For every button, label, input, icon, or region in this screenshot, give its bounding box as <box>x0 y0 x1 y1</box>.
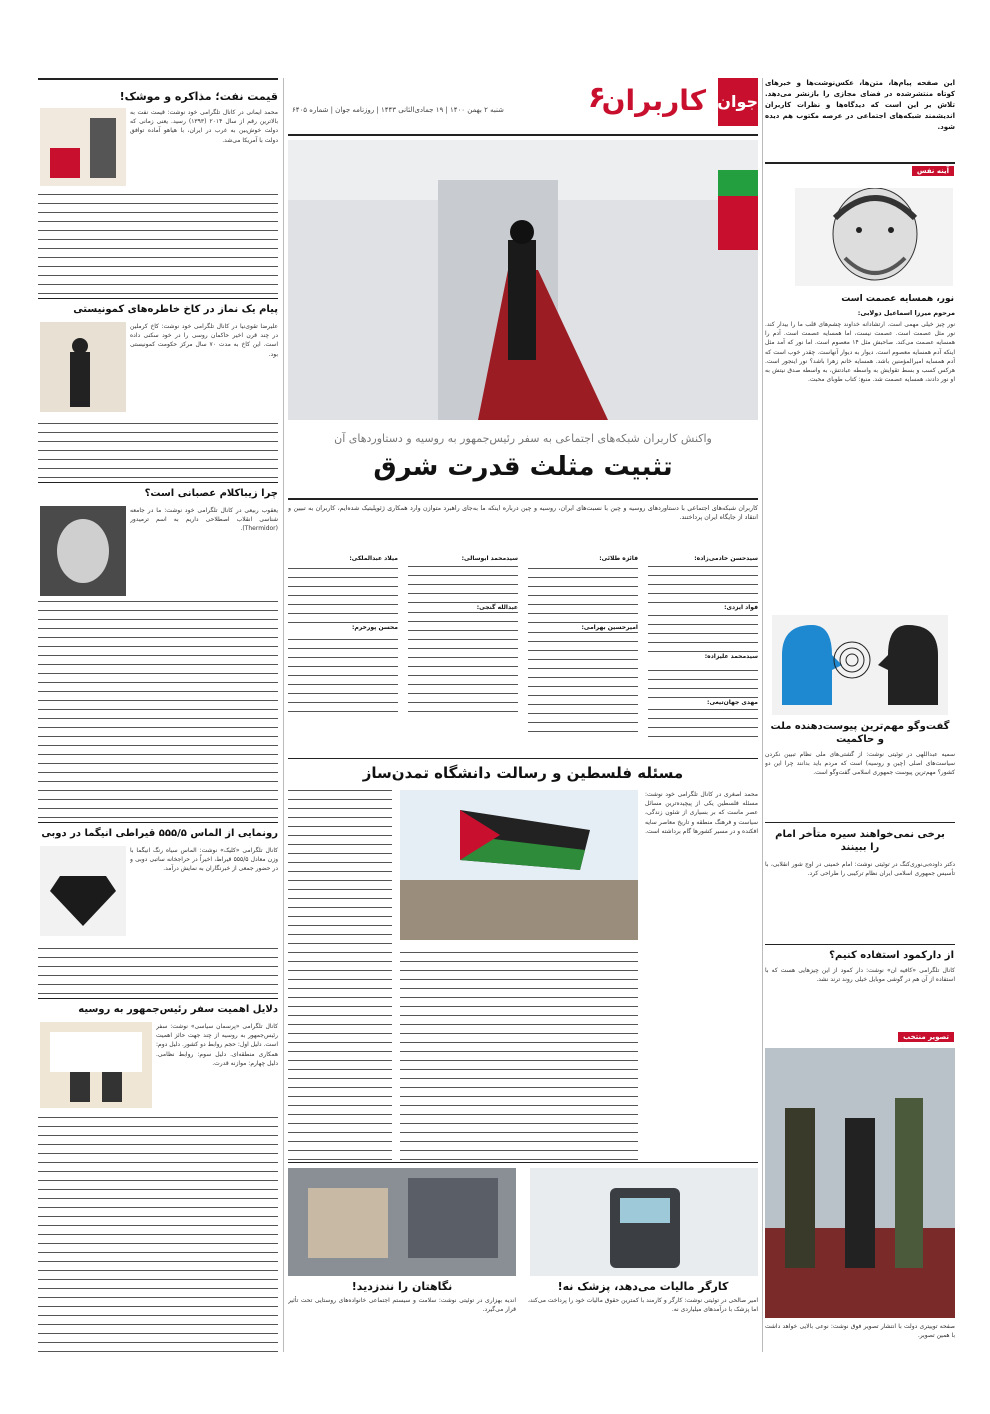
bottom-headline-left: نگاهتان را نندزدید! <box>351 1280 453 1293</box>
oil-photo <box>40 108 126 186</box>
selected-photo <box>765 1048 955 1318</box>
quote-name-7: سیدمحمد ابوسالی: <box>461 555 518 562</box>
quote-name-10: محسن پورخرم: <box>352 624 398 632</box>
quote-name-5: فائزه طلائی: <box>599 555 638 562</box>
quote-name-3: سیدمحمد علیزاده: <box>704 653 758 661</box>
left-title-5: دلایل اهمیت سفر رئیس‌جمهور به روسیه <box>78 1004 278 1015</box>
palestine-headline: مسئله فلسطین و رسالت دانشگاه تمدن‌ساز <box>362 764 684 782</box>
right-body-4: کانال تلگرامی «کافیه ان» نوشت: دار کمود از این چیزهایی هست که با استفاده از آن هم در گوشی موبایل خیلی روند ترند نشد. <box>765 967 955 984</box>
main-story-columns <box>288 554 758 754</box>
palestine-body-bottom <box>400 946 638 1160</box>
left-body-3: یعقوب ربیعی در کانال تلگرامی خود نوشت: ما در جامعه شناسی انقلاب اصطلاحی داریم به اسم ترمیدور (Thermidor). <box>130 507 278 533</box>
masthead <box>288 78 758 132</box>
quote-name-6: امیرحسین بهرامی: <box>581 624 638 632</box>
bus-photo <box>288 1168 516 1276</box>
left-body-4: کانال تلگرامی «کلیک» نوشت: الماس سیاه رنگ انیگما با وزن معادل ۵۵۵/۵ قیراط، اخیراً در حراجخانه ساتبی دوبی و در حضور جمعی از خبرنگاران به نمایش درآمد. <box>130 847 278 873</box>
right-title-2: گفت‌وگو مهم‌ترین پیوست‌دهنده ملت و حاکمیت <box>770 721 950 745</box>
main-headline: تثبیت مثلث قدرت شرق <box>373 452 673 482</box>
issue-info: شنبه ۲ بهمن ۱۴۰۰ | ۱۹ جمادی‌الثانی ۱۴۴۳ | روزنامه جوان | شماره ۶۴۰۵ <box>292 106 504 114</box>
bottom-body-left: اندیه بهزاری در توئیتی نوشت: سلامت و سیستم اجتماعی خانواده‌های روستایی تحت تأثیر قرار می‌گیرد. <box>288 1297 516 1314</box>
palestine-body-right: محمد اصغری در کانال تلگرامی خود نوشت: مسئله فلسطین یکی از پیچیده‌ترین مسائل عصر ماست که بر بسیاری از شئون زندگی، سیاست و فرهنگ منطقه و تاریخ معاصر سایه افکنده و در مسیر کشورها گام برداشته است. <box>645 791 758 835</box>
left-title-1: قیمت نفت؛ مذاکره و موشک! <box>119 90 278 103</box>
main-kicker: واکنش کاربران شبکه‌های اجتماعی به سفر رئیس‌جمهور به روسیه و دستاوردهای آن <box>334 432 712 445</box>
selected-photo-caption: صفحه توییتری دولت با انتشار تصویر فوق نوشت: نوعی بالایی خواهد داشت با همین تصویر. <box>765 1323 955 1340</box>
left-title-4: رونمایی از الماس ۵۵۵/۵ قیراطی انیگما در دوبی <box>41 828 278 839</box>
section-title: کاربران <box>601 84 706 117</box>
right-title-1: نور، همسایه عصمت است <box>841 294 954 304</box>
tag-mirror: آینه نفس <box>912 166 954 176</box>
right-body-1: نور چیز خیلی مهمی است. ارتشادانه خداوند چشم‌های قلب ما را بیدار کند. نور مثل عصمت است. عصمت نیست، اما همسایه عصمت است. آدم را همسایه عصمت می‌کند. صاحبش مثل ۱۴ معصوم است. اما نور که آمد مثل اینکه آدم همسایه معصوم است. دیوار به دیوار آنهاست. چقدر خوب است که آدم همسایه امیرالمؤمنین باشد. همسایه خانم زهرا باشد؟ نور اینجور است. هرکس کسب و بسط تقوایش به واسطه عبادتش، به واسطه صدق نیتش به او نور دادند، همسایه عصمت شد. منبع: کتاب طوبای محبت. <box>765 321 955 384</box>
quote-name-8: عبدالله گنجی: <box>476 604 518 612</box>
left-body-5: کانال تلگرامی «پرسمان سیاسی» نوشت: سفر رئیس‌جمهور به روسیه از چند جهت حائز اهمیت است. دلیل اول: حجم روابط دو کشور. دلیل دوم: همکاری منطقه‌ای. دلیل سوم: روابط نظامی. دلیل چهارم: موازنه قدرت. <box>156 1023 278 1067</box>
right-title-4: از دارکمود استفاده کنیم؟ <box>829 950 954 961</box>
right-body-3: دکتر داوده‌بی‌نوری‌کنگ در توئیتی نوشت: امام خمینی در اوج شور انقلابی، با تأسیس جمهوری اسلامی ایران نظام ترکیبی را طراحی کرد. <box>765 861 955 878</box>
diamond-photo <box>40 846 126 936</box>
bottom-headline-right: کارگر مالیات می‌دهد، پزشک نه! <box>557 1280 729 1293</box>
president-photo <box>288 140 758 420</box>
left-title-3: چرا زیباکلام عصبانی است؟ <box>144 488 278 499</box>
left-body-2: علیرضا تقوی‌نیا در کانال تلگرامی خود نوشت: کاخ کرملین در چند قرن اخیر حاکمان روسی را در خود سکنی داده است. این کاخ به مدت ۷۰ سال مرکز حکومت کمونیستی بود. <box>130 323 278 358</box>
portrait-photo <box>795 188 953 286</box>
right-author-1: مرحوم میرزا اسماعیل دولابی: <box>857 309 955 317</box>
logo: جوان <box>718 78 758 126</box>
left-title-2: پیام یک نماز در کاخ خاطره‌های کمونیستی <box>73 304 278 315</box>
quote-name-2: فواد ایزدی: <box>724 604 758 612</box>
quote-name-1: سیدحسن خادمی‌زاده: <box>694 555 758 562</box>
kremlin-photo <box>40 322 126 412</box>
right-title-3: برخی نمی‌خواهند سیره متأخر امام را ببینند <box>775 829 945 853</box>
left-body-1: محمد ایمانی در کانال تلگرامی خود نوشت: قیمت نفت به بالاترین رقم از سال ۲۰۱۴ (۱۳۹۳) رسید. یعنی زمانی که دولت خوش‌بین به غرب در ایران، با هیاهو آماده توافق دولت با آمریکا می‌شد. <box>130 109 278 144</box>
intro-text: این صفحه پیام‌ها، متن‌ها، عکس‌نوشت‌ها و خبرهای کوتاه منتشرشده در فضای مجازی را بازنشر می‌دهد. تلاش بر این است که دیدگاه‌ها و نظرات کاربران اندیشمند شبکه‌های اجتماعی در عرصه مکتوب هم دیده شود. <box>765 79 955 131</box>
dialogue-illustration <box>772 615 948 715</box>
right-body-2: سمیه عبداللهی در توئیتی نوشت: از گشتی‌های ملی نظام تبیین نکردن سیاست‌های اصلی (چین و روسیه) است که مردم باید بدانند چرا این دو کشور؟ مهم‌ترین پیوست جمهوری اسلامی گفت‌وگو است. <box>765 751 955 777</box>
palestine-body-left <box>288 790 392 1160</box>
meeting-photo <box>40 1022 152 1108</box>
main-lead: کاربران شبکه‌های اجتماعی با دستاوردهای روسیه و چین با نسبت‌های ایران، روسیه و چین درباره اینکه ما به‌جای راهبرد متوازن وارد همکاری ژئوپلیتیک شده‌ایم، کاربران به تبیین و انتقاد از جایگاه ایران پرداختند. <box>288 505 758 522</box>
zibakalam-photo <box>40 506 126 596</box>
card-reader-photo <box>528 1168 758 1276</box>
tag-selected-image: تصویر منتخب <box>898 1032 954 1042</box>
quote-name-4: مهدی جهان‌تیغی: <box>707 698 758 706</box>
page-number: ۶ <box>587 80 606 115</box>
quote-name-9: میلاد عبدالملکی: <box>349 555 398 562</box>
palestine-photo <box>400 790 638 940</box>
bottom-body-right: امیر صالحی در توئیتی نوشت: کارگر و کارمند با کمترین حقوق مالیات خود را پرداخت می‌کند، اما پزشک با درآمدهای میلیاردی نه. <box>528 1297 758 1314</box>
